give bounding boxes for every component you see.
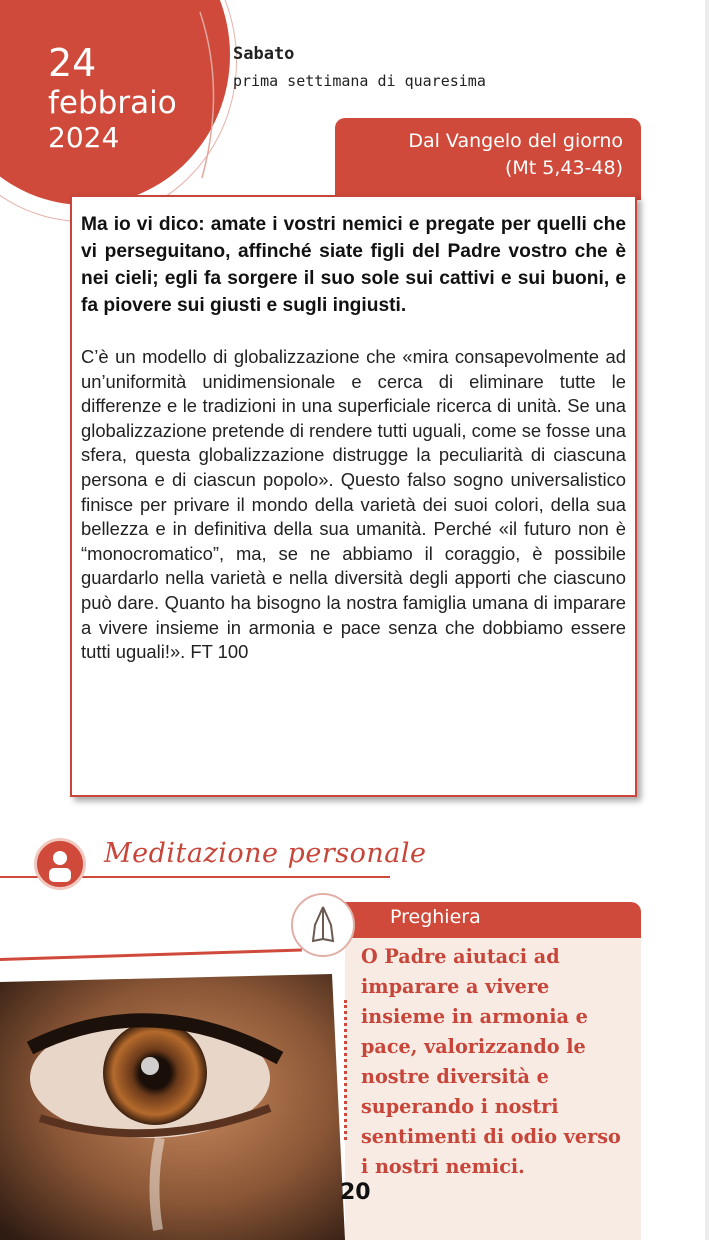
meditation-title: Meditazione personale (104, 838, 427, 869)
gospel-box (70, 195, 637, 797)
prayer-label: Preghiera (390, 906, 481, 928)
day-subtitle: prima settimana di quaresima (233, 72, 486, 90)
gospel-reference: (Mt 5,43-48) (504, 157, 623, 179)
gospel-commentary: C’è un modello di globalizzazione che «mira consapevolmente ad un’uniformità unidimensionale e cerca di eliminare tutte le differenze e le tradizioni in una superficiale ricerca di unità. Se una globalizzazione pretende di rendere tutti uguali, come se fosse una sfera, questa globalizzazione distrugge la peculiarità di ciascuna persona e di ciascun popolo». Questo falso sogno universalistico finisce per privare il mondo della varietà dei suoi colori, della sua bellezza e in definitiva della sua umanità. Perché «il futuro non è “monocromatico”, ma, se ne abbiamo il coraggio, è possibile guardarlo nella varietà e nella diversità degli apporti che ciascuno può dare. Quanto ha bisogno la nostra famiglia umana di imparare a vivere insieme in armonia e pace senza che dobbiamo essere tutti uguali!». FT 100 (81, 346, 626, 663)
person-icon (34, 838, 86, 890)
gospel-label: Dal Vangelo del giorno (408, 130, 623, 152)
date-year: 2024 (48, 121, 120, 154)
gospel-verse: Ma io vi dico: amate i vostri nemici e pregate per quelli che vi perseguitano, affinché siate figli del Padre vostro che è nei cieli; egli fa sorgere il suo sole sui cattivi e sui buoni, e fa piovere sui giusti e sugli ingiusti. (81, 214, 626, 316)
page-number: 20 (340, 1180, 371, 1205)
date-arc-decoration (196, 10, 226, 180)
gospel-header (335, 118, 641, 200)
date-month: febbraio (48, 85, 177, 121)
eye-photo (0, 968, 345, 1240)
date-day: 24 (48, 41, 97, 85)
dotted-divider (344, 1000, 349, 1140)
day-name: Sabato (233, 44, 295, 64)
photo-rule (0, 949, 302, 961)
praying-hands-icon (291, 893, 355, 957)
page-edge (705, 0, 709, 1240)
prayer-text: O Padre aiutaci ad imparare a vivere insieme in armonia e pace, valorizzando le nostre diversità e superando i nostri sentimenti di odio verso i nostri nemici. (361, 945, 621, 1178)
